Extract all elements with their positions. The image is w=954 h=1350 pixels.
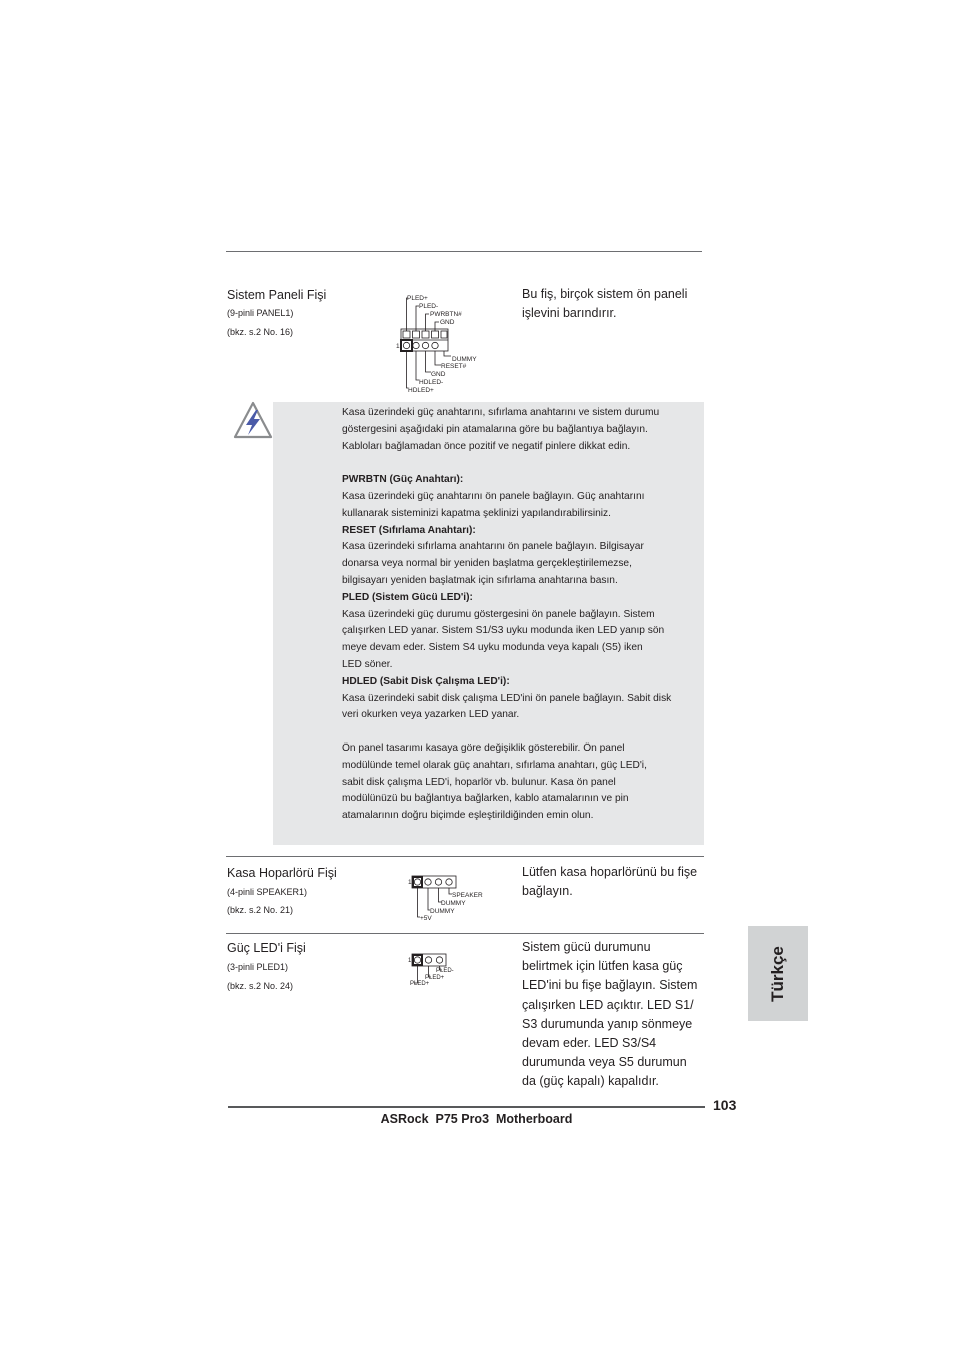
panel-header-pins: (9-pinli PANEL1)	[227, 308, 294, 318]
reset-line: bilgisayarı yeniden başlatmak için sıfırlama anahtarına basın.	[342, 574, 618, 586]
panel-pin-label: GND	[440, 319, 455, 326]
speaker-header-title: Kasa Hoparlörü Fişi	[227, 866, 337, 880]
speaker-pin-label: DUMMY	[441, 900, 466, 907]
speaker-connector-diagram	[406, 872, 484, 924]
warning-outro-line: Ön panel tasarımı kasaya göre değişiklik gösterebilir. Ön panel	[342, 742, 625, 754]
panel-header-ref: (bkz. s.2 No. 16)	[227, 327, 294, 337]
reset-heading: RESET (Sıfırlama Anahtarı):	[342, 524, 476, 536]
hdled-heading: HDLED (Sabit Disk Çalışma LED'i):	[342, 675, 510, 687]
panel-pin-label: HDLED-	[419, 379, 444, 386]
warning-outro-line: modülünüzü bu bağlantıya bağlarken, kablo atamalarının ve pin	[342, 793, 629, 805]
panel-pin-label: GND	[431, 371, 446, 378]
page-number: 103	[713, 1097, 737, 1113]
panel-pin-label: PLED-	[419, 303, 439, 310]
panel-pin-label: RESET#	[441, 363, 467, 370]
speaker-header-pins: (4-pinli SPEAKER1)	[227, 887, 308, 897]
pled-header-title: Güç LED'i Fişi	[227, 941, 306, 955]
pled-desc-line: çalışırken LED açıktır. LED S1/	[522, 997, 694, 1012]
pled-desc-line: devam eder. LED S3/S4	[522, 1036, 657, 1051]
language-side-tab	[748, 926, 808, 1021]
warning-intro-line: göstergesini aşağıdaki pin atamalarına göre bu bağlantıya bağlayın.	[342, 423, 648, 435]
warning-outro-line: sabit disk çalışma LED'i, hoparlör vb. bulunur. Kasa ön panel	[342, 776, 616, 788]
top-rule	[226, 251, 702, 252]
warning-outro-line: atamalarının doğru biçimde eşleştirildiğinden emin olun.	[342, 810, 594, 822]
pled-line: LED söner.	[342, 658, 393, 670]
pwrbtn-line: kullanarak sisteminizi kapatma şeklinizi yapılandırabilirsiniz.	[342, 507, 611, 519]
warning-outro-line: modülünde temel olarak güç anahtarı, sıfırlama anahtarı, güç LED'i,	[342, 759, 647, 771]
pled-desc-line: Sistem gücü durumunu	[522, 940, 651, 954]
speaker-desc-line: Lütfen kasa hoparlörünü bu fişe	[522, 865, 698, 879]
pled-desc-line: durumunda veya S5 durumun	[522, 1055, 687, 1070]
speaker-rule	[226, 856, 704, 857]
footer-product: ASRock P75 Pro3 Motherboard	[380, 1112, 573, 1126]
panel-connector-diagram	[395, 290, 485, 396]
warning-text	[342, 405, 707, 825]
warning-intro-line: Kasa üzerindeki güç anahtarını, sıfırlama anahtarını ve sistem durumu	[342, 407, 660, 418]
pled-rule	[226, 933, 704, 934]
pwrbtn-line: Kasa üzerindeki güç anahtarını ön panele bağlayın. Güç anahtarını	[342, 490, 645, 502]
panel-pin-label: DUMMY	[452, 356, 477, 363]
pled-line: çalışırken LED yanar. Sistem S1/S3 uyku modunda iken LED yanıp sön	[342, 625, 665, 637]
pled-pin-label: 1	[408, 958, 412, 964]
pwrbtn-heading: PWRBTN (Güç Anahtarı):	[342, 474, 464, 486]
hdled-line: veri okurken veya yazarken LED yanar.	[342, 709, 520, 721]
pled-desc-line: belirtmek için lütfen kasa güç	[522, 959, 683, 974]
speaker-header-ref: (bkz. s.2 No. 21)	[227, 905, 294, 915]
panel-pin-label: 1	[396, 343, 400, 350]
panel-pin-label: HDLED+	[408, 387, 434, 394]
hdled-line: Kasa üzerindeki sabit disk çalışma LED'ini ön panele bağlayın. Sabit disk	[342, 692, 672, 704]
speaker-pin-label: DUMMY	[430, 908, 455, 915]
panel-desc-line: Bu fiş, birçok sistem ön paneli	[522, 287, 688, 301]
panel-desc-line: işlevini barındırır.	[522, 306, 617, 321]
speaker-header-desc	[522, 863, 697, 901]
pled-pin-label: PLED+	[410, 981, 430, 987]
pled-desc-line: S3 durumunda yanıp sönmeye	[522, 1016, 693, 1031]
panel-pin-label: PLED+	[407, 295, 428, 302]
pled-pin-label: PLED-	[436, 968, 454, 974]
speaker-desc-line: bağlayın.	[522, 884, 573, 899]
pled-desc-line: da (güç kapalı) kapalıdır.	[522, 1074, 659, 1089]
footer-rule	[228, 1106, 705, 1108]
reset-line: donarsa veya normal bir yeniden başlatma gerçekleştirilemezse,	[342, 558, 632, 570]
panel-header-title: Sistem Paneli Fişi	[227, 288, 327, 302]
speaker-pin-label: 1	[408, 879, 412, 886]
warning-intro-line: Kabloları bağlamadan önce pozitif ve negatif pinlere dikkat edin.	[342, 440, 631, 452]
warning-triangle-icon	[232, 400, 274, 440]
speaker-pin-label: SPEAKER	[452, 892, 483, 899]
speaker-pin-label: +5V	[420, 915, 432, 922]
pled-connector-diagram	[406, 950, 466, 990]
reset-line: Kasa üzerindeki sıfırlama anahtarını ön panele bağlayın. Bilgisayar	[342, 541, 644, 553]
pled-desc-line: LED'ini bu fişe bağlayın. Sistem	[522, 978, 698, 993]
pled-line: meye devam eder. Sistem S4 uyku modunda veya kapalı (S5) iken	[342, 642, 643, 654]
panel-pin-label: PWRBTN#	[430, 311, 462, 318]
pled-line: Kasa üzerindeki güç durumu göstergesini ön panele bağlayın. Sistem	[342, 608, 655, 620]
pled-heading: PLED (Sistem Gücü LED'i):	[342, 591, 473, 603]
pled-header-ref: (bkz. s.2 No. 24)	[227, 981, 294, 991]
panel-header-desc	[522, 285, 687, 323]
pled-header-desc	[522, 938, 697, 1092]
pled-pin-label: PLED+	[425, 975, 445, 981]
pled-header-pins: (3-pinli PLED1)	[227, 962, 289, 972]
language-tab-label: Türkçe	[768, 945, 787, 1002]
